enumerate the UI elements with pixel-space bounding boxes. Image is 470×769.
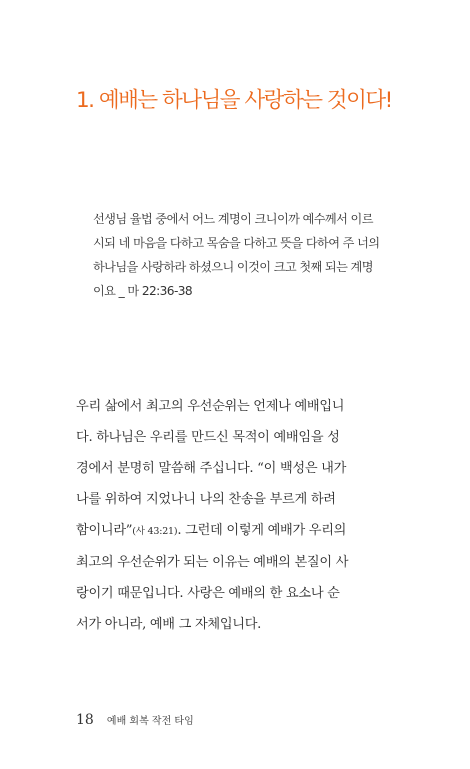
body-line-text: . 그런데 이렇게 예배가 우리의: [177, 523, 347, 538]
body-line: 최고의 우선순위가 되는 이유는 예배의 본질이 사: [76, 555, 349, 570]
body-line: [76, 515, 396, 547]
body-line: 서가 아니라, 예배 그 자체입니다.: [76, 617, 262, 632]
body-line: 우리 삶에서 최고의 우선순위는 언제나 예배입니: [76, 399, 345, 414]
book-title: 예배 회복 작전 타임: [106, 716, 194, 727]
body-line: 나를 위하여 지었나니 나의 찬송을 부르게 하려: [76, 492, 336, 507]
page-number: 18: [76, 712, 94, 728]
chapter-title: 1. 예배는 하나님을 사랑하는 것이다!: [76, 88, 392, 114]
quote-line: 선생님 율법 중에서 어느 계명이 크니이까 예수께서 이르: [93, 212, 373, 226]
page-footer: [76, 709, 194, 728]
quote-line: 이요 _ 마 22:36-38: [93, 284, 193, 298]
scripture-reference: (사 43:21): [132, 526, 178, 537]
body-line: 경에서 분명히 말씀해 주십니다. “이 백성은 내가: [76, 461, 347, 476]
scripture-quote: [93, 207, 393, 303]
body-line: 다. 하나님은 우리를 만드신 목적이 예배임을 성: [76, 430, 340, 445]
body-line-text: 함이니라”: [76, 523, 133, 538]
body-paragraph: [76, 391, 396, 640]
quote-line: 시되 네 마음을 다하고 목숨을 다하고 뜻을 다하여 주 너의: [93, 236, 380, 250]
body-line: 랑이기 때문입니다. 사랑은 예배의 한 요소나 순: [76, 586, 340, 601]
quote-line: 하나님을 사랑하라 하셨으니 이것이 크고 첫째 되는 계명: [93, 260, 373, 274]
